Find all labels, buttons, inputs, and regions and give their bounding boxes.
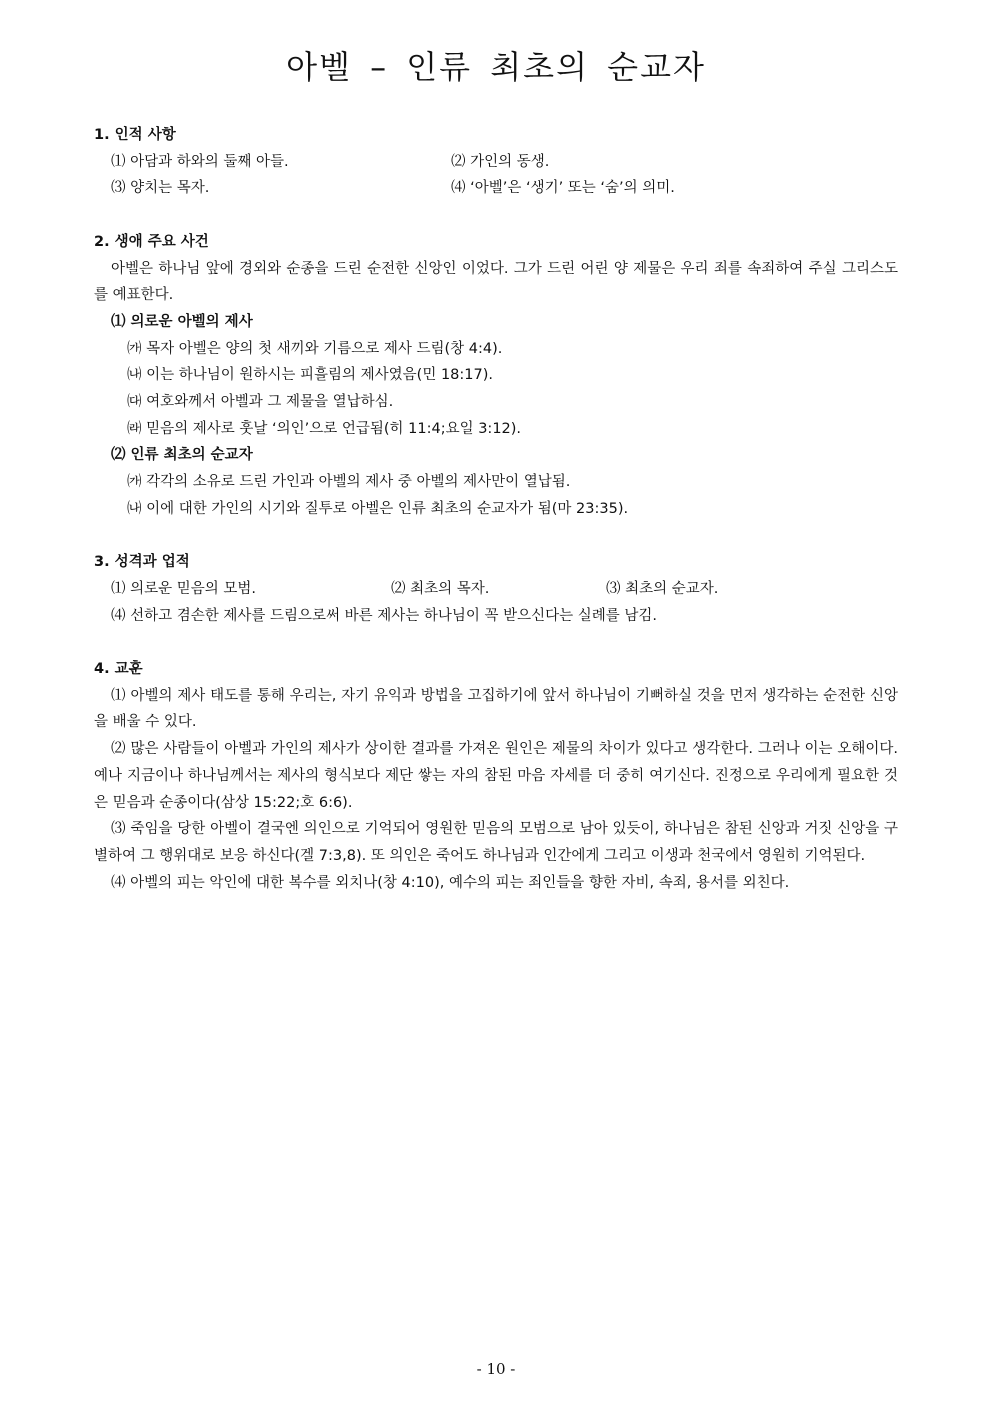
list-item: ⑶ 양치는 목자. <box>111 180 210 197</box>
document-body <box>94 122 898 896</box>
list-item: ⑴ 아담과 하와의 둘째 아들. <box>111 153 289 170</box>
traits-row <box>94 576 898 603</box>
subheading-1: ⑴ 의로운 아벨의 제사 <box>111 313 253 330</box>
list-item: ㈎ 목자 아벨은 양의 첫 새끼와 기름으로 제사 드림(창 4:4). <box>127 340 503 357</box>
section2-intro: 아벨은 하나님 앞에 경외와 순종을 드린 순전한 신앙인 이었다. 그가 드린 어린 양 제물은 우리 죄를 속죄하여 주실 그리스도를 예표한다. <box>94 260 898 304</box>
section-heading-1: 1. 인적 사항 <box>94 127 176 143</box>
list-item: ⑶ 최초의 순교자. <box>606 580 719 597</box>
lesson-paragraph-1: ⑴ 아벨의 제사 태도를 통해 우리는, 자기 유익과 방법을 고집하기에 앞서 하나님이 기뻐하실 것을 먼저 생각하는 순전한 신앙을 배울 수 있다. <box>94 687 898 731</box>
list-item: ⑷ ‘아벨’은 ‘생기’ 또는 ‘숨’의 의미. <box>451 180 675 197</box>
list-item: ⑵ 최초의 목자. <box>391 580 490 597</box>
list-item: ⑴ 의로운 믿음의 모범. <box>111 580 256 597</box>
list-item: ㈎ 각각의 소유로 드린 가인과 아벨의 제사 중 아벨의 제사만이 열납됨. <box>127 474 571 491</box>
list-item: ㈏ 이에 대한 가인의 시기와 질투로 아벨은 인류 최초의 순교자가 됨(마 23:35). <box>127 500 629 517</box>
page-number: - 10 - <box>476 1360 516 1378</box>
list-item: ㈏ 이는 하나님이 원하시는 피흘림의 제사였음(민 18:17). <box>127 367 493 384</box>
personal-info-row-2 <box>94 175 898 202</box>
personal-info-row-1 <box>94 149 898 176</box>
section-heading-3: 3. 성격과 업적 <box>94 554 190 571</box>
list-item: ⑵ 가인의 동생. <box>451 153 550 170</box>
list-item: ㈑ 믿음의 제사로 훗날 ‘의인’으로 언급됨(히 11:4;요일 3:12). <box>127 420 522 437</box>
page-title: 아벨 – 인류 최초의 순교자 <box>286 48 706 86</box>
list-item: ㈐ 여호와께서 아벨과 그 제물을 열납하심. <box>127 394 394 411</box>
list-item: ⑷ 선하고 겸손한 제사를 드림으로써 바른 제사는 하나님이 꼭 받으신다는 실례를 남김. <box>111 607 658 624</box>
section-heading-2: 2. 생애 주요 사건 <box>94 233 209 250</box>
lesson-paragraph-3: ⑶ 죽임을 당한 아벨이 결국엔 의인으로 기억되어 영원한 믿음의 모범으로 남아 있듯이, 하나님은 참된 신앙과 거짓 신앙을 구별하여 그 행위대로 보응 하신다(겔 7:3,8). 또 의인은 죽어도 하나님과 인간에게 그리고 이생과 천국에서 영원히 기억된다. <box>94 821 898 864</box>
section-heading-4: 4. 교훈 <box>94 661 143 678</box>
subheading-2: ⑵ 인류 최초의 순교자 <box>111 447 253 464</box>
lesson-paragraph-4: ⑷ 아벨의 피는 악인에 대한 복수를 외치나(창 4:10), 예수의 피는 죄인들을 향한 자비, 속죄, 용서를 외친다. <box>111 874 790 891</box>
lesson-paragraph-2: ⑵ 많은 사람들이 아벨과 가인의 제사가 상이한 결과를 가져온 원인은 제물의 차이가 있다고 생각한다. 그러나 이는 오해이다. 예나 지금이나 하나님께서는 제사의 형식보다 제단 쌓는 자의 참된 마음 자세를 더 중히 여기신다. 진정으로 우리에게 필요한 것은 믿음과 순종이다(삼상 15:22;호 6:6). <box>94 741 898 811</box>
